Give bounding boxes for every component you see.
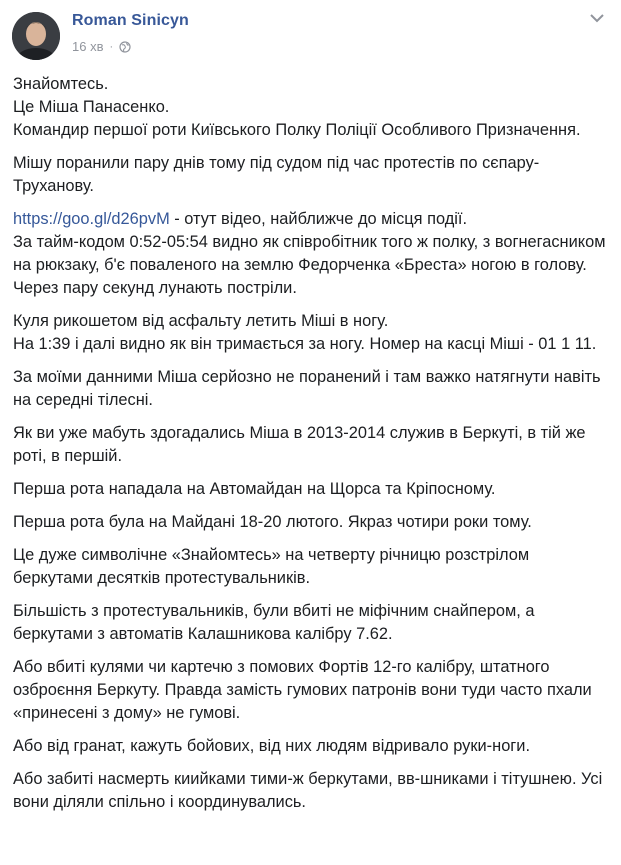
- paragraph: Або вбиті кулями чи картечю з помових Фортів 12-го калібру, штатного озброєння Беркуту. Правда замість гумових патронів вони туди часто пхали «принесені з дому» не гумові.: [13, 658, 592, 722]
- chevron-down-icon[interactable]: [589, 12, 605, 24]
- video-link[interactable]: https://goo.gl/d26pvM: [13, 210, 170, 228]
- paragraph: Або забиті насмерть киийками тими-ж беркутами, вв-шниками і тітушнею. Усі вони діляли спільно і координувались.: [13, 770, 603, 811]
- meta-separator: ·: [109, 40, 114, 53]
- link-description: - отут відео, найближче до місця події. За тайм-кодом 0:52-05:54 видно як співробітник того ж полку, з вогнегасником на рюкзаку, б'є поваленого на землю Федорченка «Бреста» ногою в голову. Через пару секунд лунають постріли.: [13, 210, 606, 297]
- post-time[interactable]: 16 хв: [72, 39, 104, 54]
- post-header: [0, 0, 621, 70]
- paragraph: Перша рота нападала на Автомайдан на Щорса та Кріпосному.: [13, 480, 496, 498]
- paragraph: Або від гранат, кажуть бойових, від них людям відривало руки-ноги.: [13, 737, 530, 755]
- paragraph: Знайомтесь. Це Міша Панасенко. Командир першої роти Київського Полку Поліції Особливого Призначення.: [13, 75, 581, 139]
- public-globe-icon[interactable]: [119, 41, 131, 53]
- paragraph: Як ви уже мабуть здогадались Міша в 2013-2014 служив в Беркуті, в тій же роті, в першій.: [13, 424, 586, 465]
- paragraph: Більшість з протестувальників, були вбиті не міфічним снайпером, а беркутами з автоматів Калашникова калібру 7.62.: [13, 602, 535, 643]
- paragraph: Це дуже символічне «Знайомтесь» на четверту річницю розстрілом беркутами десятків протестувальників.: [13, 546, 530, 587]
- paragraph: Перша рота була на Майдані 18-20 лютого. Якраз чотири роки тому.: [13, 513, 532, 531]
- author-avatar[interactable]: [12, 12, 60, 60]
- paragraph: Мішу поранили пару днів тому під судом під час протестів по сєпару-Труханову.: [13, 154, 540, 195]
- paragraph-with-link: [13, 208, 608, 300]
- author-name[interactable]: Roman Sinicyn: [72, 12, 189, 29]
- paragraph: Куля рикошетом від асфальту летить Міші в ногу. На 1:39 і далі видно як він тримається за ногу. Номер на касці Міші - 01 1 11.: [13, 312, 597, 353]
- post-body: [13, 73, 608, 824]
- post-meta: [72, 39, 131, 54]
- paragraph: За моїми данними Міша серйозно не поранений і там важко натягнути навіть на середні тілесні.: [13, 368, 601, 409]
- avatar-photo-icon: [12, 12, 60, 60]
